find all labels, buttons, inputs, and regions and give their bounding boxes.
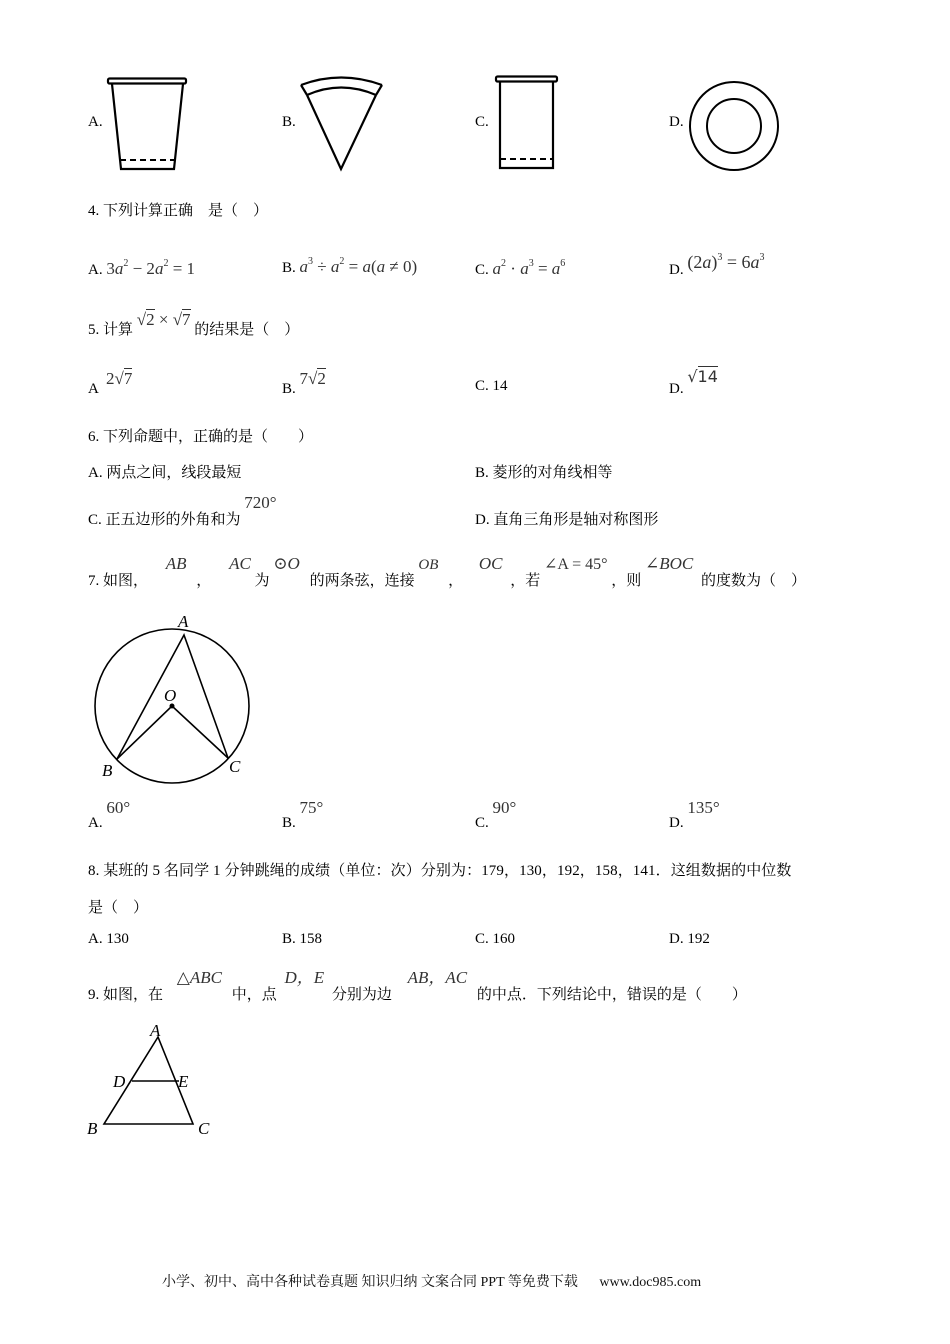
option-label: B. bbox=[282, 260, 296, 276]
q7-circle-figure bbox=[88, 610, 268, 780]
q5-option-d bbox=[669, 367, 718, 397]
q8-option-c bbox=[475, 931, 515, 948]
q7-angle-boc: ∠BOC bbox=[645, 554, 694, 573]
q7-label-o: O bbox=[164, 686, 177, 705]
q7-stem-text: ，则 bbox=[611, 573, 642, 589]
q5-option-c bbox=[475, 378, 508, 395]
option-label: B. bbox=[282, 815, 296, 831]
q9-stem-text: 中，点 bbox=[231, 987, 277, 1003]
q4-option-b bbox=[282, 256, 417, 277]
q4-number: 4. bbox=[88, 203, 100, 219]
q6-stem: 6. 下列命题中，正确的是（ ） bbox=[88, 429, 314, 445]
q7-stem-text: 7. 如图， bbox=[88, 573, 149, 589]
q3-option-b-label: B. bbox=[282, 114, 296, 130]
q7-chord-ac: AC bbox=[229, 554, 251, 573]
option-label: A. bbox=[88, 815, 103, 831]
q7-stem-text: ， bbox=[448, 573, 464, 589]
option-label: D. bbox=[669, 262, 684, 278]
q3-option-a-label: A. bbox=[88, 114, 103, 130]
q8-option-b bbox=[282, 931, 322, 948]
option-text: 正五边形的外角和为 bbox=[105, 512, 241, 528]
q7-segment-ob: OB bbox=[418, 557, 439, 573]
option-text: 菱形的对角线相等 bbox=[492, 465, 613, 481]
q6-option-b bbox=[475, 461, 613, 482]
option-label: C. bbox=[475, 815, 489, 831]
q4-option-a-expr: $3a^2 - 2a^2 = 1$ bbox=[106, 258, 196, 278]
option-text: 158 bbox=[299, 931, 323, 947]
q4-stem-text: 下列计算正确 是（ ） bbox=[103, 203, 269, 219]
option-text: 两点之间，线段最短 bbox=[106, 465, 242, 481]
q9-stem-text: 的中点．下列结论中，错误的是（ ） bbox=[476, 987, 747, 1003]
q5-option-b-expr: 7√2 bbox=[299, 369, 326, 388]
q7-chord-ab: AB bbox=[165, 554, 187, 573]
option-label: D. bbox=[669, 381, 684, 397]
concentric-circles-figure bbox=[688, 80, 780, 172]
q7-angle-a: ∠A = 45° bbox=[544, 556, 608, 573]
q7-stem bbox=[88, 553, 807, 589]
option-expr: 90° bbox=[492, 798, 517, 817]
q5-stem bbox=[88, 309, 300, 338]
q8-option-a bbox=[88, 931, 129, 948]
q7-option-b bbox=[282, 798, 324, 831]
option-expr: 75° bbox=[299, 798, 324, 817]
option-label: D. bbox=[669, 931, 684, 947]
q4-option-d bbox=[669, 252, 765, 278]
option-label: A. bbox=[88, 262, 103, 278]
option-label: C. bbox=[475, 378, 489, 394]
q4-option-c-expr: $a^2 \cdot a^3 = a^6$ bbox=[492, 258, 566, 278]
option-expr: 60° bbox=[106, 798, 131, 817]
option-text: 160 bbox=[492, 931, 516, 947]
q5-option-a-expr: 2√7 bbox=[101, 369, 133, 388]
q7-stem-text: 的两条弦，连接 bbox=[309, 573, 415, 589]
q9-label-d: D bbox=[113, 1072, 126, 1091]
q9-label-c: C bbox=[198, 1119, 210, 1138]
q9-triangle-abc: △ABC bbox=[176, 968, 222, 987]
q7-label-b: B bbox=[102, 761, 113, 780]
q3-option-d-label: D. bbox=[669, 114, 684, 130]
cylinder-cup-figure bbox=[494, 75, 558, 171]
option-text: 192 bbox=[687, 931, 710, 947]
option-text: 直角三角形是轴对称图形 bbox=[493, 512, 659, 528]
q7-option-d bbox=[669, 798, 720, 831]
footer-text: 小学、初中、高中各种试卷真题 知识归纳 文案合同 PPT 等免费下载 bbox=[162, 1275, 578, 1290]
footer-link[interactable]: www.doc985.com bbox=[599, 1275, 702, 1290]
sector-figure bbox=[298, 76, 386, 172]
q4-option-a bbox=[88, 258, 195, 279]
q9-stem-text: 9. 如图，在 bbox=[88, 987, 164, 1003]
q6-option-c bbox=[88, 492, 277, 528]
q7-stem-text: 的度数为（ ） bbox=[701, 573, 807, 589]
q9-points-de: D，E bbox=[284, 968, 325, 987]
option-label: B. bbox=[282, 931, 296, 947]
q7-option-c bbox=[475, 798, 517, 831]
q9-triangle-figure bbox=[85, 1020, 225, 1145]
q5-stem-post: 的结果是（ ） bbox=[194, 322, 300, 338]
q4-option-c bbox=[475, 258, 565, 279]
q9-label-e: E bbox=[178, 1072, 189, 1091]
q8-option-d bbox=[669, 931, 710, 948]
q5-option-c-value: 14 bbox=[492, 378, 508, 394]
option-label: B. bbox=[282, 381, 296, 397]
q6-option-d bbox=[475, 508, 658, 529]
q7-segment-oc: OC bbox=[478, 554, 503, 573]
option-label: C. bbox=[475, 931, 489, 947]
q7-stem-text: ，若 bbox=[510, 573, 541, 589]
q4-stem bbox=[88, 199, 268, 220]
option-label: A. bbox=[88, 465, 103, 481]
q3-option-c-label: C. bbox=[475, 114, 489, 130]
q8-stem-line2: 是（ ） bbox=[88, 900, 149, 916]
q9-stem-text: 分别为边 bbox=[331, 987, 392, 1003]
q7-option-a bbox=[88, 798, 131, 831]
q5-option-a bbox=[88, 369, 133, 397]
footer bbox=[162, 1271, 701, 1291]
q5-stem-pre: 5. 计算 bbox=[88, 322, 134, 338]
option-label: D. bbox=[669, 815, 684, 831]
q4-option-b-expr: $a^3 \div a^2 = a(a \ne 0)$ bbox=[299, 256, 418, 276]
option-label: A. bbox=[88, 931, 103, 947]
tapered-cup-figure bbox=[105, 77, 190, 172]
q9-label-b: B bbox=[87, 1119, 98, 1138]
option-label: C. bbox=[88, 512, 102, 528]
q7-label-a: A bbox=[178, 612, 189, 631]
q6-option-c-expr: 720° bbox=[244, 493, 277, 512]
q9-sides-ab-ac: AB，AC bbox=[407, 968, 468, 987]
q8-stem-line1: 8. 某班的 5 名同学 1 分钟跳绳的成绩（单位：次）分别为：179，130，192，158，141．这组数据的中位数 bbox=[88, 863, 792, 879]
option-expr: 135° bbox=[687, 798, 720, 817]
q7-label-c: C bbox=[229, 757, 241, 776]
q7-stem-text: ， bbox=[196, 573, 212, 589]
option-label: C. bbox=[475, 262, 489, 278]
q4-option-d-expr: $(2a)^3 = 6a^3$ bbox=[687, 252, 765, 272]
option-text: 130 bbox=[106, 931, 129, 947]
q6-option-a bbox=[88, 461, 241, 482]
q5-option-d-expr: √14 bbox=[687, 367, 718, 386]
option-label: B. bbox=[475, 465, 489, 481]
q7-circle-o: ⊙O bbox=[273, 554, 300, 573]
q9-stem bbox=[88, 963, 747, 1003]
q5-option-b bbox=[282, 369, 326, 397]
q5-stem-expr: √2 × √7 bbox=[136, 310, 191, 329]
option-label: D. bbox=[475, 512, 490, 528]
option-label: A bbox=[88, 381, 99, 397]
q7-stem-text: 为 bbox=[254, 573, 270, 589]
q9-label-a: A bbox=[150, 1021, 161, 1040]
